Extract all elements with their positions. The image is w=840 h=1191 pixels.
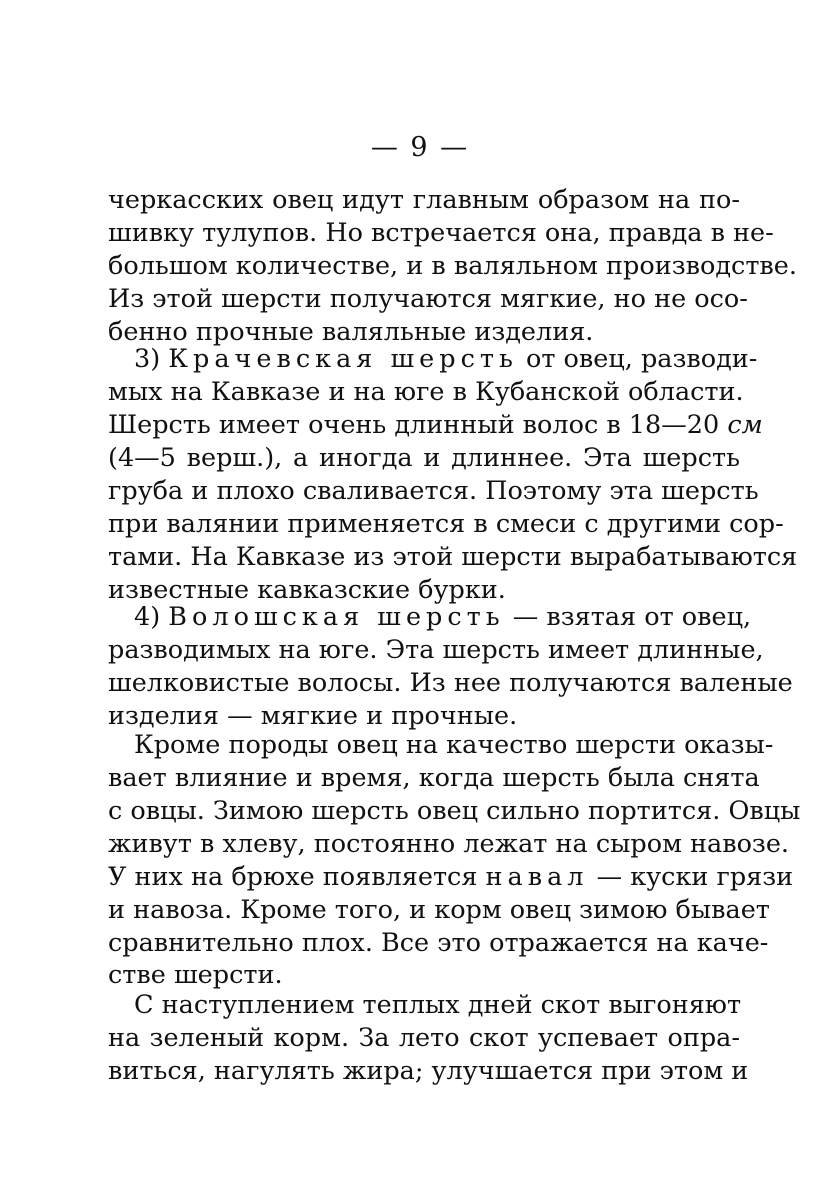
text-line (108, 342, 758, 376)
text-line: при валянии применяется в смеси с другими сор- (108, 509, 784, 539)
text-fragment: У них на брюхе появляется (108, 862, 478, 892)
page-number: — 9 — (370, 132, 470, 163)
text-fragment: — взятая от овец, (512, 602, 752, 632)
text-line: на зеленый корм. За лето скот успевает опра- (108, 1023, 740, 1053)
text-line: живут в хлеву, постоянно лежат на сыром навозе. (108, 829, 790, 859)
text-line (108, 860, 794, 894)
text-line: Кроме породы овец на качество шерсти оказы- (134, 730, 774, 760)
text-line: черкасских овец идут главным образом на по- (108, 185, 740, 215)
list-number: 3) (134, 344, 161, 374)
text-line: (4—5 верш.), а иногда и длиннее. Эта шерсть (108, 443, 740, 473)
unit-label: см (727, 410, 763, 440)
text-line: виться, нагулять жира; улучшается при этом и (108, 1056, 749, 1086)
spaced-term: Крачевская шерсть (168, 344, 518, 374)
text-line: большом количестве, и в валяльном производстве. (108, 251, 797, 281)
text-line (108, 408, 763, 442)
text-line (108, 600, 752, 634)
text-line: известные кавказские бурки. (108, 575, 506, 605)
text-fragment: от овец, разводи- (525, 344, 758, 374)
text-line: шелковистые волосы. Из нее получаются валеные (108, 668, 793, 698)
text-line: стве шерсти. (108, 960, 283, 990)
spaced-term: навал (485, 862, 589, 892)
text-line: Из этой шерсти получаются мягкие, но не осо- (108, 284, 748, 314)
text-line: тами. На Кавказе из этой шерсти вырабатываются (108, 542, 798, 572)
text-line: и навоза. Кроме того, и корм овец зимою бывает (108, 895, 770, 925)
text-line: с овцы. Зимою шерсть овец сильно портится. Овцы (108, 796, 801, 826)
text-fragment: — куски грязи (596, 862, 794, 892)
text-line: мых на Кавказе и на юге в Кубанской области. (108, 377, 744, 407)
text-line: шивку тулупов. Но встречается она, правда в не- (108, 218, 774, 248)
text-line: разводимых на юге. Эта шерсть имеет длинные, (108, 635, 764, 665)
text-line: вает влияние и время, когда шерсть была снята (108, 763, 760, 793)
text-line: С наступлением теплых дней скот выгоняют (134, 990, 742, 1020)
spaced-term: Волошская шерсть (168, 602, 505, 632)
list-number: 4) (134, 602, 161, 632)
text-line: груба и плохо сваливается. Поэтому эта шерсть (108, 476, 759, 506)
text-line: сравнительно плох. Все это отражается на каче- (108, 928, 769, 958)
text-line: изделия — мягкие и прочные. (108, 701, 518, 731)
text-fragment: Шерсть имеет очень длинный волос в 18—20 (108, 410, 720, 440)
text-line: бенно прочные валяльные изделия. (108, 317, 594, 347)
